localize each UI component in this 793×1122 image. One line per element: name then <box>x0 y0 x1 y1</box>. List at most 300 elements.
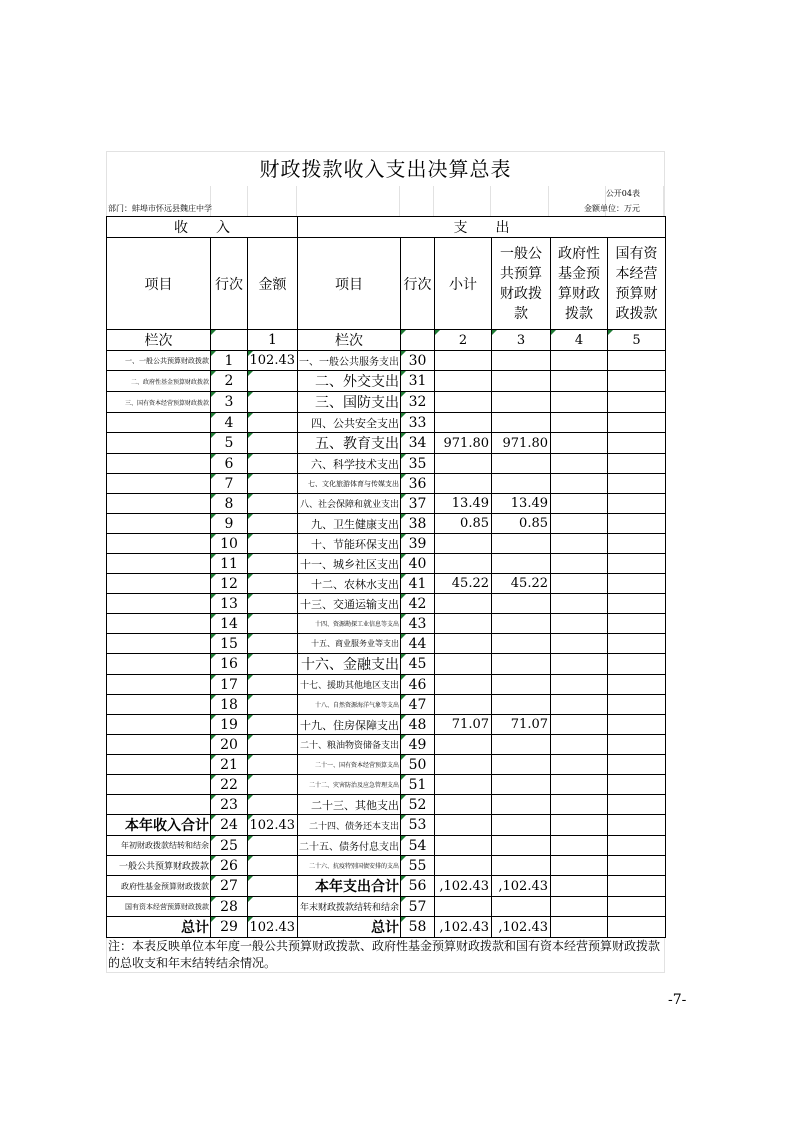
gov-fund-amount <box>551 675 608 695</box>
table-row <box>107 715 666 735</box>
table-row <box>107 836 666 856</box>
expense-item: 二十六、抗疫特别国债安排的支出 <box>298 856 401 876</box>
expense-subtotal <box>435 392 492 413</box>
general-budget-amount: 0.85 <box>492 514 551 534</box>
expense-item: 十七、援助其他地区支出 <box>298 675 401 695</box>
gov-fund-amount <box>551 735 608 755</box>
table-row <box>107 474 666 494</box>
header-subtotal: 小计 <box>435 238 492 330</box>
income-line: 23 <box>211 795 248 815</box>
gov-fund-amount <box>551 715 608 735</box>
income-line: 22 <box>211 775 248 795</box>
state-capital-amount <box>608 654 666 675</box>
general-budget-amount <box>492 735 551 755</box>
expense-item: 二十五、债务付息支出 <box>298 836 401 856</box>
state-capital-amount <box>608 371 666 392</box>
expense-item: 本年支出合计 <box>298 876 401 897</box>
expense-line: 56 <box>401 876 435 897</box>
gov-fund-amount <box>551 454 608 474</box>
expense-subtotal: 13.49 <box>435 494 492 514</box>
expense-item: 五、教育支出 <box>298 433 401 454</box>
table-row <box>107 494 666 514</box>
expense-subtotal <box>435 454 492 474</box>
column-row-2: 2 <box>435 330 492 351</box>
income-amount <box>248 433 298 454</box>
expense-subtotal <box>435 371 492 392</box>
income-line: 4 <box>211 413 248 433</box>
general-budget-amount: 71.07 <box>492 715 551 735</box>
income-line: 16 <box>211 654 248 675</box>
general-budget-amount <box>492 594 551 614</box>
expense-subtotal: ,102.43 <box>435 917 492 938</box>
expense-line: 42 <box>401 594 435 614</box>
general-budget-amount: 13.49 <box>492 494 551 514</box>
general-budget-amount <box>492 454 551 474</box>
expense-line: 58 <box>401 917 435 938</box>
expense-subtotal <box>435 474 492 494</box>
gov-fund-amount <box>551 594 608 614</box>
income-item <box>107 413 211 433</box>
expense-subtotal <box>435 755 492 775</box>
state-capital-amount <box>608 634 666 654</box>
general-budget-amount <box>492 634 551 654</box>
column-row-blank-2 <box>401 330 435 351</box>
table-row <box>107 454 666 474</box>
expense-item: 四、公共安全支出 <box>298 413 401 433</box>
state-capital-amount <box>608 454 666 474</box>
report-sheet <box>106 151 665 973</box>
income-amount <box>248 897 298 917</box>
general-budget-amount <box>492 815 551 836</box>
income-line: 24 <box>211 815 248 836</box>
general-budget-amount <box>492 897 551 917</box>
table-note: 注：本表反映单位本年度一般公共预算财政拨款、政府性基金预算财政拨款和国有资本经营预算财政拨款的总收支和年末结转结余情况。 <box>106 938 665 973</box>
income-amount <box>248 856 298 876</box>
state-capital-amount <box>608 675 666 695</box>
table-row <box>107 755 666 775</box>
report-title: 财政拨款收入支出决算总表 <box>106 151 665 186</box>
gov-fund-amount <box>551 392 608 413</box>
income-amount <box>248 735 298 755</box>
table-row <box>107 795 666 815</box>
income-item <box>107 715 211 735</box>
income-line: 15 <box>211 634 248 654</box>
column-row-blank <box>211 330 248 351</box>
expense-line: 36 <box>401 474 435 494</box>
income-item: 总计 <box>107 917 211 938</box>
income-line: 1 <box>211 351 248 371</box>
expense-line: 33 <box>401 413 435 433</box>
expense-subtotal <box>435 351 492 371</box>
income-amount <box>248 775 298 795</box>
income-item <box>107 433 211 454</box>
table-row <box>107 392 666 413</box>
gov-fund-amount <box>551 514 608 534</box>
income-item <box>107 735 211 755</box>
income-item <box>107 775 211 795</box>
expense-subtotal <box>435 654 492 675</box>
general-budget-amount <box>492 675 551 695</box>
income-amount <box>248 554 298 574</box>
expense-line: 43 <box>401 614 435 634</box>
column-row-1: 1 <box>248 330 298 351</box>
state-capital-amount <box>608 494 666 514</box>
general-budget-amount: 971.80 <box>492 433 551 454</box>
state-capital-amount <box>608 474 666 494</box>
income-line: 21 <box>211 755 248 775</box>
income-item <box>107 695 211 715</box>
state-capital-amount <box>608 413 666 433</box>
income-item: 一、一般公共预算财政拨款 <box>107 351 211 371</box>
income-amount <box>248 836 298 856</box>
expense-line: 52 <box>401 795 435 815</box>
gov-fund-amount <box>551 574 608 594</box>
column-row-4: 4 <box>551 330 608 351</box>
gov-fund-amount <box>551 474 608 494</box>
table-row <box>107 554 666 574</box>
state-capital-amount <box>608 514 666 534</box>
gov-fund-amount <box>551 695 608 715</box>
expense-subtotal: 971.80 <box>435 433 492 454</box>
income-item: 国有资本经营预算财政拨款 <box>107 897 211 917</box>
income-line: 20 <box>211 735 248 755</box>
gov-fund-amount <box>551 815 608 836</box>
expense-line: 34 <box>401 433 435 454</box>
expense-item: 二十三、其他支出 <box>298 795 401 815</box>
income-item <box>107 454 211 474</box>
expense-subtotal <box>435 634 492 654</box>
expense-item: 十六、金融支出 <box>298 654 401 675</box>
expense-line: 38 <box>401 514 435 534</box>
expense-item: 二十二、灾害防治及应急管理支出 <box>298 775 401 795</box>
expense-item: 二十一、国有资本经营预算支出 <box>298 755 401 775</box>
income-amount <box>248 392 298 413</box>
income-amount <box>248 454 298 474</box>
expense-item: 十、节能环保支出 <box>298 534 401 554</box>
gov-fund-amount <box>551 413 608 433</box>
income-amount <box>248 594 298 614</box>
expense-section-header: 支 出 <box>298 217 666 238</box>
gov-fund-amount <box>551 433 608 454</box>
income-amount <box>248 795 298 815</box>
income-section-header: 收 入 <box>107 217 298 238</box>
general-budget-amount <box>492 474 551 494</box>
state-capital-amount <box>608 574 666 594</box>
income-item <box>107 675 211 695</box>
gov-fund-amount <box>551 755 608 775</box>
gov-fund-amount <box>551 351 608 371</box>
state-capital-amount <box>608 815 666 836</box>
expense-item: 十八、自然资源海洋气象等支出 <box>298 695 401 715</box>
table-row <box>107 351 666 371</box>
expense-item: 九、卫生健康支出 <box>298 514 401 534</box>
state-capital-amount <box>608 534 666 554</box>
gov-fund-amount <box>551 856 608 876</box>
income-line: 25 <box>211 836 248 856</box>
expense-item: 二、外交支出 <box>298 371 401 392</box>
gov-fund-amount <box>551 897 608 917</box>
state-capital-amount <box>608 775 666 795</box>
expense-line: 48 <box>401 715 435 735</box>
expense-line: 31 <box>401 371 435 392</box>
column-row-3: 3 <box>492 330 551 351</box>
income-line: 29 <box>211 917 248 938</box>
table-row <box>107 675 666 695</box>
state-capital-amount <box>608 897 666 917</box>
gov-fund-amount <box>551 634 608 654</box>
income-amount <box>248 695 298 715</box>
general-budget-amount <box>492 654 551 675</box>
income-item: 三、国有资本经营预算财政拨款 <box>107 392 211 413</box>
income-line: 28 <box>211 897 248 917</box>
income-line: 17 <box>211 675 248 695</box>
gov-fund-amount <box>551 554 608 574</box>
table-row <box>107 856 666 876</box>
income-amount <box>248 654 298 675</box>
general-budget-amount <box>492 534 551 554</box>
expense-subtotal <box>435 836 492 856</box>
general-budget-amount <box>492 755 551 775</box>
header-expense-item: 项目 <box>298 238 401 330</box>
general-budget-amount <box>492 554 551 574</box>
income-item <box>107 594 211 614</box>
state-capital-amount <box>608 836 666 856</box>
income-amount <box>248 755 298 775</box>
table-row <box>107 917 666 938</box>
income-amount: 102.43 <box>248 815 298 836</box>
expense-item: 十五、商业服务业等支出 <box>298 634 401 654</box>
expense-line: 35 <box>401 454 435 474</box>
state-capital-amount <box>608 755 666 775</box>
expense-line: 44 <box>401 634 435 654</box>
column-row-label-2: 栏次 <box>298 330 401 351</box>
department-row <box>106 201 665 216</box>
income-amount <box>248 614 298 634</box>
general-budget-amount <box>492 351 551 371</box>
expense-item: 十一、城乡社区支出 <box>298 554 401 574</box>
table-row <box>107 514 666 534</box>
state-capital-amount <box>608 917 666 938</box>
table-row <box>107 654 666 675</box>
income-line: 27 <box>211 876 248 897</box>
general-budget-amount <box>492 392 551 413</box>
general-budget-amount <box>492 775 551 795</box>
table-row <box>107 594 666 614</box>
table-row <box>107 634 666 654</box>
income-amount <box>248 574 298 594</box>
expense-subtotal <box>435 413 492 433</box>
state-capital-amount <box>608 433 666 454</box>
income-item <box>107 614 211 634</box>
income-amount: 102.43 <box>248 917 298 938</box>
expense-line: 39 <box>401 534 435 554</box>
income-amount: 102.43 <box>248 351 298 371</box>
header-general-budget: 一般公共预算财政拨款 <box>492 238 551 330</box>
expense-subtotal <box>435 897 492 917</box>
income-item <box>107 554 211 574</box>
state-capital-amount <box>608 614 666 634</box>
income-item <box>107 514 211 534</box>
state-capital-amount <box>608 554 666 574</box>
unit-label: 金额单位：万元 <box>584 204 640 213</box>
page-number: -7- <box>668 992 687 1008</box>
income-item <box>107 534 211 554</box>
expense-subtotal <box>435 735 492 755</box>
table-row <box>107 371 666 392</box>
expense-subtotal <box>435 695 492 715</box>
general-budget-amount <box>492 695 551 715</box>
table-row <box>107 433 666 454</box>
income-item: 二、政府性基金预算财政拨款 <box>107 371 211 392</box>
form-code: 公开04表 <box>605 189 640 198</box>
expense-line: 53 <box>401 815 435 836</box>
income-line: 12 <box>211 574 248 594</box>
income-amount <box>248 534 298 554</box>
general-budget-amount <box>492 836 551 856</box>
income-amount <box>248 413 298 433</box>
state-capital-amount <box>608 715 666 735</box>
expense-item: 总计 <box>298 917 401 938</box>
gov-fund-amount <box>551 534 608 554</box>
income-item <box>107 474 211 494</box>
gov-fund-amount <box>551 876 608 897</box>
expense-subtotal <box>435 614 492 634</box>
expense-line: 51 <box>401 775 435 795</box>
income-line: 26 <box>211 856 248 876</box>
general-budget-amount <box>492 614 551 634</box>
income-item: 年初财政拨款结转和结余 <box>107 836 211 856</box>
expense-item: 三、国防支出 <box>298 392 401 413</box>
income-item <box>107 494 211 514</box>
gov-fund-amount <box>551 614 608 634</box>
expense-line: 32 <box>401 392 435 413</box>
income-line: 13 <box>211 594 248 614</box>
gov-fund-amount <box>551 371 608 392</box>
expense-line: 37 <box>401 494 435 514</box>
column-row-5: 5 <box>608 330 666 351</box>
income-line: 9 <box>211 514 248 534</box>
expense-item: 年末财政拨款结转和结余 <box>298 897 401 917</box>
income-amount <box>248 514 298 534</box>
income-line: 8 <box>211 494 248 514</box>
expense-subtotal: ,102.43 <box>435 876 492 897</box>
income-amount <box>248 715 298 735</box>
expense-subtotal <box>435 554 492 574</box>
expense-subtotal <box>435 815 492 836</box>
income-amount <box>248 474 298 494</box>
expense-subtotal <box>435 594 492 614</box>
column-row-label: 栏次 <box>107 330 211 351</box>
income-line: 10 <box>211 534 248 554</box>
expense-line: 30 <box>401 351 435 371</box>
state-capital-amount <box>608 795 666 815</box>
expense-subtotal: 0.85 <box>435 514 492 534</box>
gov-fund-amount <box>551 654 608 675</box>
income-line: 14 <box>211 614 248 634</box>
header-expense-line: 行次 <box>401 238 435 330</box>
income-item: 一般公共预算财政拨款 <box>107 856 211 876</box>
table-row <box>107 574 666 594</box>
general-budget-amount <box>492 856 551 876</box>
general-budget-amount <box>492 413 551 433</box>
general-budget-amount: 45.22 <box>492 574 551 594</box>
expense-item: 七、文化旅游体育与传媒支出 <box>298 474 401 494</box>
state-capital-amount <box>608 594 666 614</box>
expense-subtotal <box>435 675 492 695</box>
income-line: 2 <box>211 371 248 392</box>
income-item: 本年收入合计 <box>107 815 211 836</box>
income-amount <box>248 371 298 392</box>
table-row <box>107 413 666 433</box>
expense-item: 八、社会保障和就业支出 <box>298 494 401 514</box>
expense-item: 十二、农林水支出 <box>298 574 401 594</box>
gov-fund-amount <box>551 494 608 514</box>
header-state-capital: 国有资本经营预算财政拨款 <box>608 238 666 330</box>
general-budget-amount: ,102.43 <box>492 917 551 938</box>
income-amount <box>248 494 298 514</box>
gov-fund-amount <box>551 917 608 938</box>
income-item <box>107 654 211 675</box>
gov-fund-amount <box>551 775 608 795</box>
expense-subtotal <box>435 856 492 876</box>
income-amount <box>248 675 298 695</box>
expense-subtotal: 71.07 <box>435 715 492 735</box>
state-capital-amount <box>608 735 666 755</box>
income-item <box>107 755 211 775</box>
expense-item: 二十四、债务还本支出 <box>298 815 401 836</box>
form-code-row <box>106 186 665 201</box>
header-gov-fund: 政府性基金预算财政拨款 <box>551 238 608 330</box>
expense-line: 45 <box>401 654 435 675</box>
expense-item: 十四、资源勘探工业信息等支出 <box>298 614 401 634</box>
income-line: 7 <box>211 474 248 494</box>
expense-line: 41 <box>401 574 435 594</box>
expense-line: 57 <box>401 897 435 917</box>
state-capital-amount <box>608 392 666 413</box>
expense-item: 十九、住房保障支出 <box>298 715 401 735</box>
income-line: 5 <box>211 433 248 454</box>
expense-line: 46 <box>401 675 435 695</box>
expense-item: 六、科学技术支出 <box>298 454 401 474</box>
general-budget-amount <box>492 371 551 392</box>
expense-subtotal <box>435 534 492 554</box>
gov-fund-amount <box>551 836 608 856</box>
table-row <box>107 735 666 755</box>
table-row <box>107 614 666 634</box>
state-capital-amount <box>608 695 666 715</box>
table-row <box>107 775 666 795</box>
expense-line: 40 <box>401 554 435 574</box>
income-amount <box>248 876 298 897</box>
expense-item: 十三、交通运输支出 <box>298 594 401 614</box>
expense-line: 55 <box>401 856 435 876</box>
state-capital-amount <box>608 876 666 897</box>
expense-line: 47 <box>401 695 435 715</box>
income-item <box>107 574 211 594</box>
header-income-item: 项目 <box>107 238 211 330</box>
finance-table <box>106 216 666 938</box>
table-row <box>107 815 666 836</box>
table-row <box>107 876 666 897</box>
expense-item: 二十、粮油物资储备支出 <box>298 735 401 755</box>
income-line: 3 <box>211 392 248 413</box>
expense-subtotal <box>435 795 492 815</box>
expense-item: 一、一般公共服务支出 <box>298 351 401 371</box>
department-label: 部门：蚌埠市怀远县魏庄中学 <box>108 204 212 213</box>
expense-line: 49 <box>401 735 435 755</box>
header-income-amount: 金额 <box>248 238 298 330</box>
table-row <box>107 695 666 715</box>
